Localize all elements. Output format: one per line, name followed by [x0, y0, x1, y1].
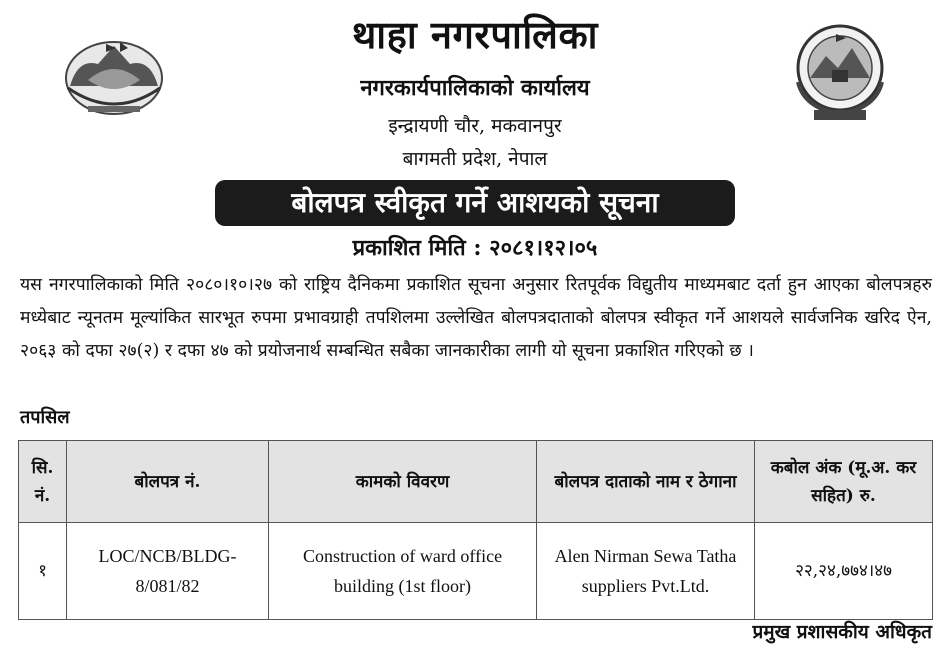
col-header-description: कामको विवरण: [269, 441, 537, 523]
col-header-bid-no: बोलपत्र नं.: [67, 441, 269, 523]
published-date: प्रकाशित मिति : २०८१।१२।०५: [352, 235, 598, 261]
address-line-1: इन्द्रायणी चौर, मकवानपुर: [388, 115, 562, 137]
table-header-row: [19, 441, 933, 523]
office-subtitle: नगरकार्यपालिकाको कार्यालय: [360, 75, 590, 101]
cell-bidder: Alen Nirman Sewa Tatha suppliers Pvt.Ltd.: [537, 523, 755, 620]
bid-details-table: [18, 440, 933, 620]
notice-heading-banner: बोलपत्र स्वीकृत गर्ने आशयको सूचना: [215, 180, 735, 226]
cell-amount: २२,२४,७७४।४७: [755, 523, 933, 620]
details-label: तपसिल: [20, 407, 70, 428]
col-header-amount: कबोल अंक (मू.अ. कर सहित) रु.: [755, 441, 933, 523]
notice-body: यस नगरपालिकाको मिति २०८०।१०।२७ को राष्ट्रिय दैनिकमा प्रकाशित सूचना अनुसार रितपूर्वक विद्युतीय माध्यमबाट दर्ता हुन आएका बोलपत्रहरु मध्येबाट न्यूनतम मूल्यांकित सारभूत रुपमा प्रभावग्राही तपशिलमा उल्लेखित बोलपत्रदाताको बोलपत्र स्वीकृत गर्ने आशयले सार्वजनिक खरिद ऐन, २०६३ को दफा २७(२) र दफा ४७ को प्रयोजनार्थ सम्बन्धित सबैका जानकारीका लागी यो सूचना प्रकाशित गरिएको छ ।: [20, 275, 932, 361]
cell-sn: १: [19, 523, 67, 620]
col-header-bidder: बोलपत्र दाताको नाम र ठेगाना: [537, 441, 755, 523]
signatory-title: प्रमुख प्रशासकीय अधिकृत: [752, 621, 932, 643]
cell-description: Construction of ward office building (1st floor): [269, 523, 537, 620]
address-line-2: बागमती प्रदेश, नेपाल: [402, 148, 548, 170]
cell-bid-no: LOC/NCB/BLDG-8/081/82: [67, 523, 269, 620]
municipality-title: थाहा नगरपालिका: [352, 12, 598, 57]
table-row: [19, 523, 933, 620]
col-header-sn: सि. नं.: [19, 441, 67, 523]
